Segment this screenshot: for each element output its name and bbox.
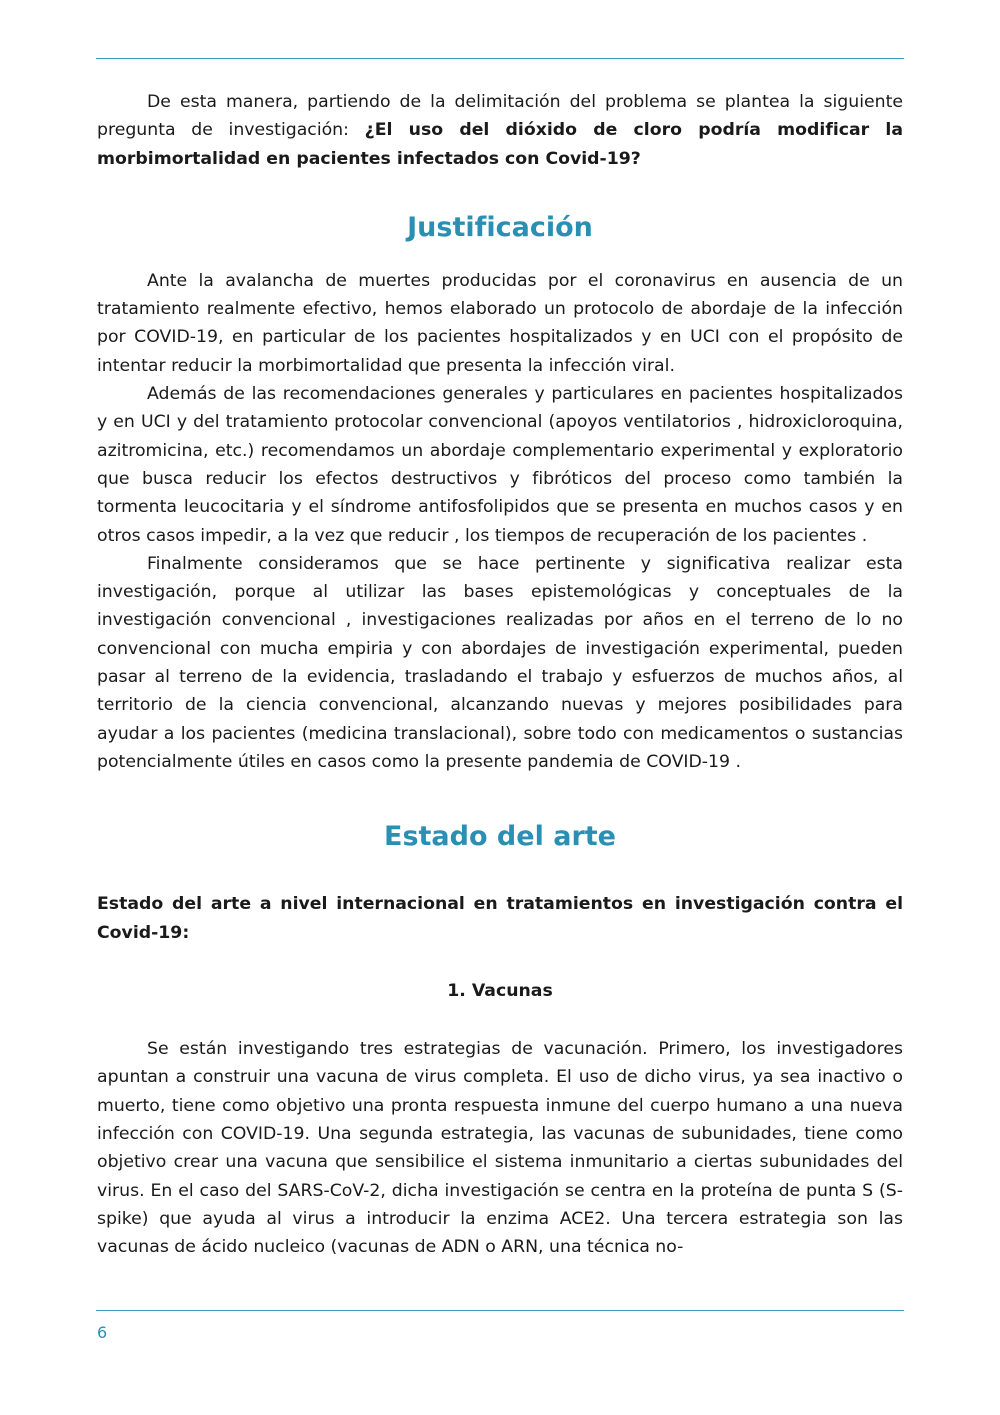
page-body — [97, 88, 903, 1262]
intro-paragraph — [97, 88, 903, 173]
section-title-estado-del-arte: Estado del arte — [384, 821, 616, 853]
vacunas-paragraph: Se están investigando tres estrategias de vacunación. Primero, los investigadores apuntan a construir una vacuna de virus completa. El uso de dicho virus, ya sea inactivo o muerto, tiene como objetivo una pronta respuesta inmune del cuerpo humano a una nueva infección con COVID-19. Una segunda estrategia, las vacunas de subunidades, tiene como objetivo crear una vacuna que sensibilice el sistema inmunitario a ciertas subunidades del virus. En el caso del SARS-CoV-2, dicha investigación se centra en la proteína de punta S (S-spike) que ayuda al virus a introducir la enzima ACE2. Una tercera estrategia son las vacunas de ácido nucleico (vacunas de ADN o ARN, una técnica no- — [97, 1039, 903, 1258]
header-rule — [96, 58, 904, 59]
justificacion-paragraph-1: Ante la avalancha de muertes producidas por el coronavirus en ausencia de un tratamiento realmente efectivo, hemos elaborado un protocolo de abordaje de la infección por COVID-19, en particular de los pacientes hospitalizados y en UCI con el propósito de intentar reducir la morbimortalidad que presenta la infección viral. — [97, 270, 903, 376]
page-number: 6 — [97, 1323, 108, 1342]
subsection-title-vacunas: 1. Vacunas — [447, 980, 553, 1001]
intro-lead: De esta manera, partiendo de la delimitación del problema se plantea la siguiente pregunta de investigación: — [97, 92, 903, 141]
footer-rule — [96, 1310, 904, 1311]
justificacion-paragraph-3: Finalmente consideramos que se hace pertinente y significativa realizar esta investigación, porque al utilizar las bases epistemológicas y conceptuales de la investigación convencional , investigaciones realizadas por años en el terreno de lo no convencional con mucha empiria y con abordajes de investigación experimental, pueden pasar al terreno de la evidencia, trasladando el trabajo y esfuerzos de muchos años, al territorio de la ciencia convencional, alcanzando nuevas y mejores posibilidades para ayudar a los pacientes (medicina translacional), sobre todo con medicamentos o sustancias potencialmente útiles en casos como la presente pandemia de COVID-19 . — [97, 553, 903, 772]
section-title-justificacion: Justificación — [407, 211, 593, 243]
research-question: ¿El uso del dióxido de cloro podría modificar la morbimortalidad en pacientes infectados con Covid-19? — [97, 120, 903, 169]
justificacion-paragraph-2: Además de las recomendaciones generales y particulares en pacientes hospitalizados y en UCI y del tratamiento protocolar convencional (apoyos ventilatorios , hidroxicloroquina, azitromicina, etc.) recomendamos un abordaje complementario experimental y exploratorio que busca reducir los efectos destructivos y fibróticos del proceso como también la tormenta leucocitaria y el síndrome antifosfolipidos que se presenta en muchos casos y en otros casos impedir, a la vez que reducir , los tiempos de recuperación de los pacientes . — [97, 384, 903, 546]
estado-subheading: Estado del arte a nivel internacional en tratamientos en investigación contra el Covid-19: — [97, 894, 903, 943]
